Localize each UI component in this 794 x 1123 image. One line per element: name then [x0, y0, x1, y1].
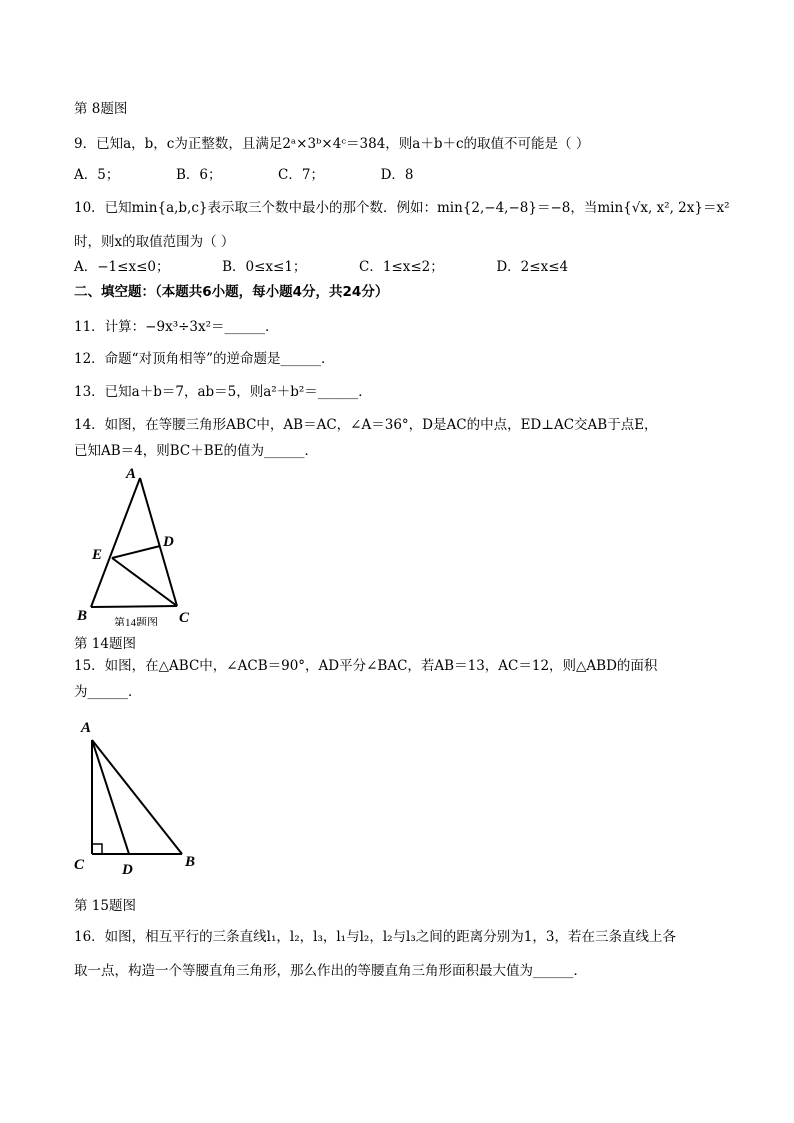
question-15: 15．如图，在△ABC中，∠ACB＝90°，AD平分∠BAC，若AB＝13，AC＝12，则△ABD的面积 — [74, 658, 658, 674]
q10-option-d: D．2≤x≤4 — [496, 259, 569, 275]
question-12: 12．命题“对顶角相等”的逆命题是______． — [74, 351, 335, 367]
question-15-line2: 为______． — [74, 684, 142, 700]
label-b: B — [77, 608, 88, 624]
q10-option-b: B．0≤x≤1； — [222, 259, 307, 275]
question-10-line2: 时，则x的取值范围为（ ） — [74, 234, 235, 250]
question-16-line2: 取一点，构造一个等腰直角三角形，那么作出的等腰直角三角形面积最大值为______． — [74, 963, 587, 979]
segment-bc — [91, 606, 177, 607]
figure-15-caption: 第 15题图 — [74, 898, 136, 914]
right-angle-mark — [92, 844, 102, 854]
label-d: D — [163, 534, 174, 550]
segment-ed — [112, 546, 160, 558]
q10-option-a: A．−1≤x≤0； — [74, 259, 170, 275]
label-a: A — [126, 466, 137, 482]
figure-14-inner-caption: 第14题图 — [114, 617, 158, 626]
question-14-line2: 已知AB＝4，则BC＋BE的值为______． — [74, 443, 319, 459]
question-14: 14．如图，在等腰三角形ABC中，AB＝AC，∠A＝36°，D是AC的中点，ED⊥AC交AB于点E， — [74, 417, 658, 433]
question-13: 13．已知a＋b＝7，ab＝5，则a²＋b²＝______． — [74, 384, 372, 400]
question-10-options — [74, 258, 568, 276]
q9-option-b: B．6； — [175, 167, 222, 183]
label-c: C — [74, 857, 85, 873]
q9-option-a: A．5； — [74, 167, 120, 183]
question-9-options — [74, 166, 413, 184]
figure-14-caption: 第 14题图 — [74, 636, 136, 652]
q10-option-c: C．1≤x≤2； — [359, 259, 444, 275]
section-2-heading: 二、填空题：（本题共6小题，每小题4分，共24分） — [74, 284, 389, 300]
q9-option-c: C．7； — [278, 167, 324, 183]
question-11: 11．计算：−9x³÷3x²＝______． — [74, 319, 279, 335]
label-b: B — [185, 854, 196, 870]
label-c: C — [179, 610, 190, 626]
figure-14-diagram — [74, 462, 214, 626]
question-16: 16．如图，相互平行的三条直线l₁，l₂，l₃，l₁与l₂，l₂与l₃之间的距离分别为1，3，若在三条直线上各 — [74, 929, 676, 945]
segment-ab — [91, 478, 140, 607]
question-10: 10．已知min{a,b,c}表示取三个数中最小的那个数．例如：min{2,−4,−8}＝−8，当min{√x, x², 2x}＝x² — [74, 200, 730, 216]
segment-ad — [92, 740, 129, 854]
question-9: 9．已知a，b，c为正整数，且满足2ᵃ×3ᵇ×4ᶜ＝384，则a＋b＋c的取值不可能是（ ） — [74, 136, 590, 152]
figure-8-caption: 第 8题图 — [74, 101, 128, 117]
q9-option-d: D．8 — [380, 167, 414, 183]
label-e: E — [92, 547, 103, 563]
segment-ec — [112, 558, 177, 606]
label-a: A — [81, 720, 92, 736]
segment-ab — [92, 740, 182, 854]
label-d: D — [122, 862, 133, 878]
figure-15-diagram — [74, 712, 204, 882]
